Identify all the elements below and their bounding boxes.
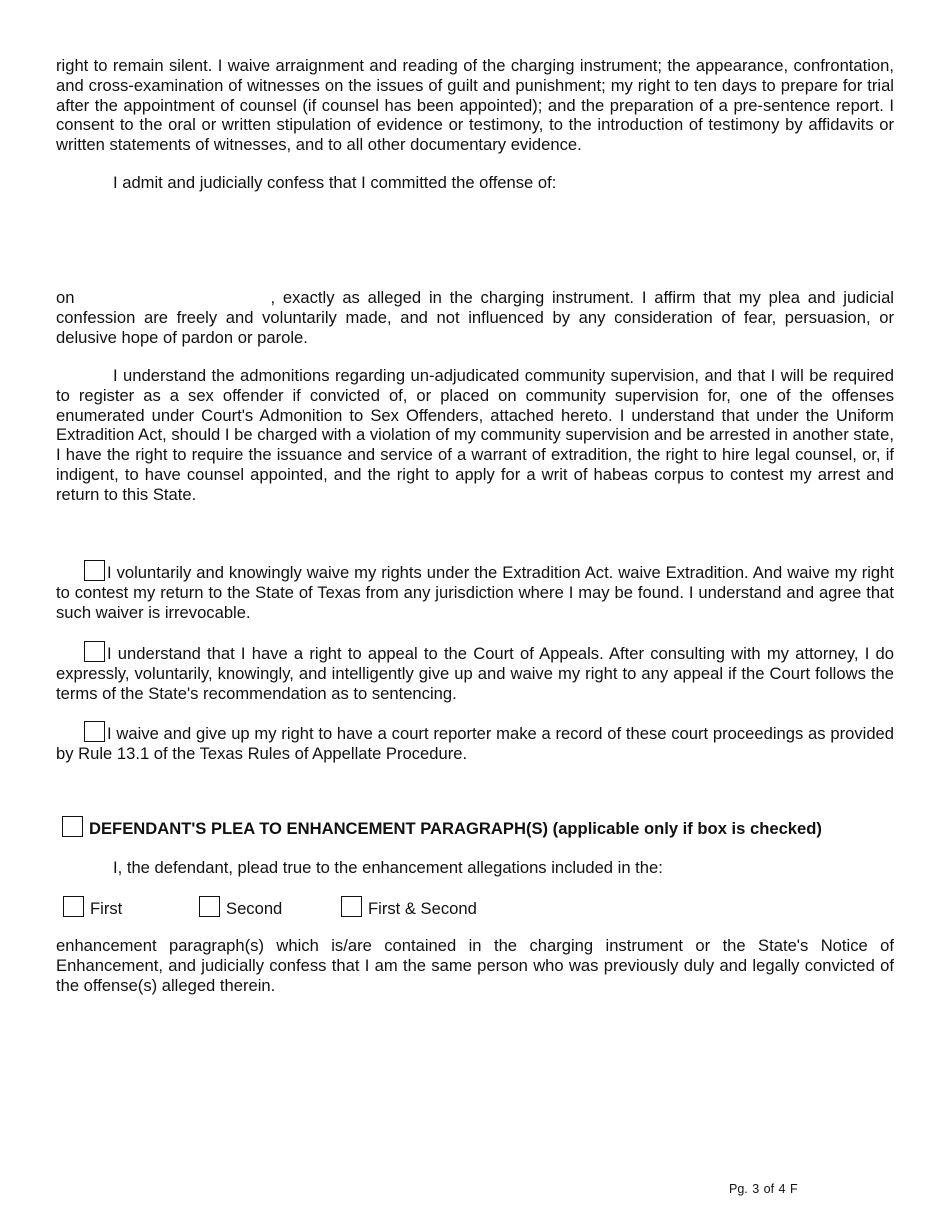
- option-first: [63, 896, 122, 919]
- on-label: on: [56, 288, 75, 307]
- admonitions-paragraph: I understand the admonitions regarding un-adjudicated community supervision, and that I will be required to register as a sex offender if convicted of, or placed on community supervision for, one of the offenses enumerated under Court's Admonition to Sex Offenders, attached hereto. I understand that under the Uniform Extradition Act, should I be charged with a violation of my community supervision and be arrested in another state, I have the right to require the issuance and service of a warrant of extradition, the right to hire legal counsel, or, if indigent, to have counsel appointed, and the right to apply for a writ of habeas corpus to contest my arrest and return to this State.: [56, 366, 894, 504]
- enhancement-checkbox[interactable]: [62, 816, 83, 837]
- waiver-paragraph-continued: right to remain silent. I waive arraignment and reading of the charging instrument; the appearance, confrontation, and cross-examination of witnesses on the issues of guilt and punishment; my right to ten days to prepare for trial after the appointment of counsel (if counsel has been appointed); and the preparation of a pre-sentence report. I consent to the oral or written stipulation of evidence or testimony, to the introduction of testimony by affidavits or written statements of witnesses, and to all other documentary evidence.: [56, 56, 894, 155]
- enhancement-intro: I, the defendant, plead true to the enhancement allegations included in the:: [113, 858, 663, 877]
- first-checkbox[interactable]: [63, 896, 84, 917]
- enhancement-paragraph: enhancement paragraph(s) which is/are contained in the charging instrument or the State's Notice of Enhancement, and judicially confess that I am the same person who was previously duly and legally convicted of the offense(s) alleged therein.: [56, 936, 894, 995]
- option-first-second: [341, 896, 477, 919]
- first-label: First: [90, 899, 123, 918]
- reporter-waiver-paragraph: [56, 721, 894, 764]
- appeal-waiver-checkbox[interactable]: [84, 641, 105, 662]
- extradition-waiver-paragraph: [56, 560, 894, 622]
- admit-offense-line: I admit and judicially confess that I committed the offense of:: [113, 173, 557, 192]
- first-second-label: First & Second: [368, 899, 477, 918]
- enhancement-header: [62, 816, 822, 839]
- appeal-waiver-paragraph: [56, 641, 894, 703]
- first-second-checkbox[interactable]: [341, 896, 362, 917]
- offense-date-text: , exactly as alleged in the charging instrument. I affirm that my plea and judicial confession are freely and voluntarily made, and not influenced by any consideration of fear, persuasion, or delusive hope of pardon or parole.: [56, 288, 894, 347]
- appeal-waiver-text: I understand that I have a right to appeal to the Court of Appeals. After consulting with my attorney, I do expressly, voluntarily, knowingly, and intelligently give up and waive my right to any appeal if the Court follows the terms of the State's recommendation as to sentencing.: [56, 644, 894, 703]
- offense-date-paragraph: [56, 288, 894, 347]
- second-checkbox[interactable]: [199, 896, 220, 917]
- extradition-waiver-text: I voluntarily and knowingly waive my rights under the Extradition Act. waive Extradition. And waive my right to contest my return to the State of Texas from any jurisdiction where I may be found. I understand and agree that such waiver is irrevocable.: [56, 563, 894, 622]
- page-number: Pg. 3 of 4 F: [729, 1182, 798, 1196]
- second-label: Second: [226, 899, 283, 918]
- extradition-waiver-checkbox[interactable]: [84, 560, 105, 581]
- reporter-waiver-text: I waive and give up my right to have a court reporter make a record of these court proceedings as provided by Rule 13.1 of the Texas Rules of Appellate Procedure.: [56, 724, 894, 763]
- option-second: [199, 896, 282, 919]
- reporter-waiver-checkbox[interactable]: [84, 721, 105, 742]
- enhancement-title: DEFENDANT'S PLEA TO ENHANCEMENT PARAGRAPH(S) (applicable only if box is checked): [89, 819, 822, 838]
